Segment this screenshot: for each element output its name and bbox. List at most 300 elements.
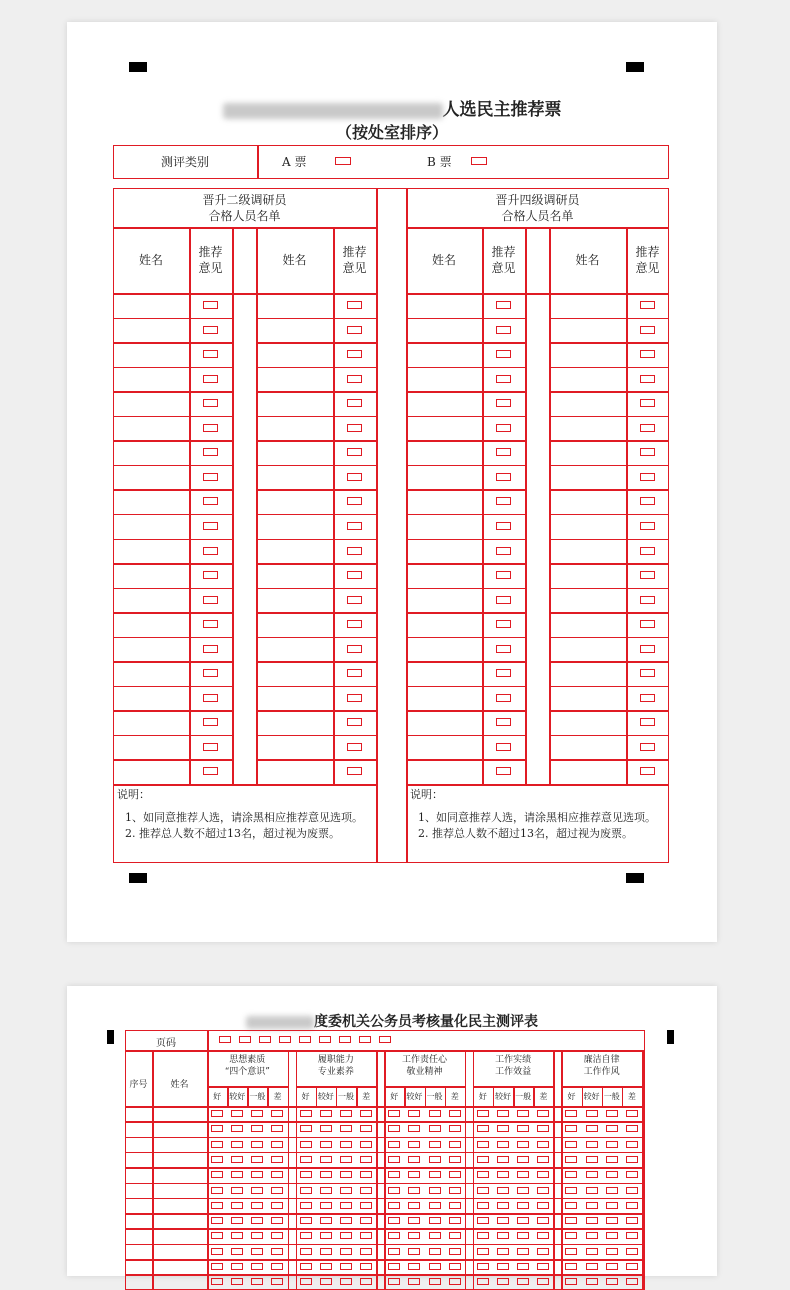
grade-option[interactable] [211,1217,223,1224]
grade-option[interactable] [340,1202,352,1209]
grade-option[interactable] [300,1248,312,1255]
grade-option[interactable] [251,1171,263,1178]
grade-option[interactable] [537,1248,549,1255]
recommend-option[interactable] [640,571,655,579]
recommend-option[interactable] [347,547,362,555]
grade-option[interactable] [211,1248,223,1255]
page-number-option[interactable] [299,1036,311,1043]
grade-option[interactable] [606,1232,618,1239]
grade-option[interactable] [606,1171,618,1178]
recommend-option[interactable] [347,767,362,775]
grade-option[interactable] [429,1248,441,1255]
grade-option[interactable] [537,1187,549,1194]
grade-option[interactable] [300,1171,312,1178]
recommend-option[interactable] [203,669,218,677]
grade-option[interactable] [408,1263,420,1270]
grade-option[interactable] [497,1217,509,1224]
grade-option[interactable] [517,1248,529,1255]
grade-option[interactable] [497,1202,509,1209]
grade-option[interactable] [388,1187,400,1194]
grade-option[interactable] [211,1171,223,1178]
grade-option[interactable] [388,1202,400,1209]
grade-option[interactable] [300,1187,312,1194]
grade-option[interactable] [271,1141,283,1148]
grade-option[interactable] [429,1156,441,1163]
grade-option[interactable] [626,1263,638,1270]
recommend-option[interactable] [640,326,655,334]
grade-option[interactable] [517,1202,529,1209]
recommend-option[interactable] [640,767,655,775]
recommend-option[interactable] [496,497,511,505]
grade-option[interactable] [340,1125,352,1132]
grade-option[interactable] [388,1156,400,1163]
grade-option[interactable] [537,1232,549,1239]
grade-option[interactable] [565,1248,577,1255]
grade-option[interactable] [606,1141,618,1148]
grade-option[interactable] [211,1141,223,1148]
grade-option[interactable] [388,1232,400,1239]
recommend-option[interactable] [640,718,655,726]
grade-option[interactable] [477,1156,489,1163]
grade-option[interactable] [360,1232,372,1239]
grade-option[interactable] [340,1156,352,1163]
grade-option[interactable] [449,1232,461,1239]
grade-option[interactable] [586,1232,598,1239]
recommend-option[interactable] [203,326,218,334]
recommend-option[interactable] [496,448,511,456]
grade-option[interactable] [606,1156,618,1163]
grade-option[interactable] [626,1187,638,1194]
grade-option[interactable] [586,1110,598,1117]
recommend-option[interactable] [347,497,362,505]
grade-option[interactable] [517,1141,529,1148]
grade-option[interactable] [537,1202,549,1209]
grade-option[interactable] [408,1187,420,1194]
grade-option[interactable] [537,1171,549,1178]
grade-option[interactable] [477,1171,489,1178]
grade-option[interactable] [300,1232,312,1239]
page-number-option[interactable] [279,1036,291,1043]
recommend-option[interactable] [496,424,511,432]
grade-option[interactable] [388,1278,400,1285]
grade-option[interactable] [537,1156,549,1163]
grade-option[interactable] [271,1217,283,1224]
grade-option[interactable] [360,1248,372,1255]
grade-option[interactable] [231,1110,243,1117]
recommend-option[interactable] [347,620,362,628]
grade-option[interactable] [408,1232,420,1239]
grade-option[interactable] [565,1125,577,1132]
grade-option[interactable] [251,1217,263,1224]
grade-option[interactable] [449,1202,461,1209]
grade-option[interactable] [449,1187,461,1194]
grade-option[interactable] [231,1156,243,1163]
recommend-option[interactable] [496,669,511,677]
grade-option[interactable] [517,1263,529,1270]
grade-option[interactable] [360,1156,372,1163]
grade-option[interactable] [626,1232,638,1239]
grade-option[interactable] [320,1263,332,1270]
grade-option[interactable] [477,1217,489,1224]
grade-option[interactable] [300,1125,312,1132]
recommend-option[interactable] [347,473,362,481]
grade-option[interactable] [408,1248,420,1255]
grade-option[interactable] [477,1278,489,1285]
recommend-option[interactable] [347,301,362,309]
grade-option[interactable] [388,1125,400,1132]
grade-option[interactable] [271,1125,283,1132]
recommend-option[interactable] [203,522,218,530]
grade-option[interactable] [320,1217,332,1224]
recommend-option[interactable] [347,596,362,604]
grade-option[interactable] [477,1232,489,1239]
recommend-option[interactable] [496,718,511,726]
grade-option[interactable] [340,1248,352,1255]
grade-option[interactable] [408,1171,420,1178]
recommend-option[interactable] [203,547,218,555]
grade-option[interactable] [517,1278,529,1285]
page-number-option[interactable] [239,1036,251,1043]
grade-option[interactable] [477,1263,489,1270]
grade-option[interactable] [340,1278,352,1285]
recommend-option[interactable] [347,448,362,456]
grade-option[interactable] [586,1263,598,1270]
grade-option[interactable] [606,1187,618,1194]
recommend-option[interactable] [640,620,655,628]
grade-option[interactable] [565,1187,577,1194]
grade-option[interactable] [497,1171,509,1178]
grade-option[interactable] [517,1187,529,1194]
recommend-option[interactable] [640,301,655,309]
recommend-option[interactable] [496,620,511,628]
grade-option[interactable] [360,1171,372,1178]
grade-option[interactable] [449,1171,461,1178]
grade-option[interactable] [537,1110,549,1117]
grade-option[interactable] [211,1187,223,1194]
grade-option[interactable] [497,1278,509,1285]
recommend-option[interactable] [640,547,655,555]
grade-option[interactable] [360,1263,372,1270]
recommend-option[interactable] [496,473,511,481]
grade-option[interactable] [586,1248,598,1255]
grade-option[interactable] [251,1202,263,1209]
recommend-option[interactable] [640,596,655,604]
grade-option[interactable] [271,1248,283,1255]
grade-option[interactable] [231,1232,243,1239]
recommend-option[interactable] [496,399,511,407]
grade-option[interactable] [271,1202,283,1209]
grade-option[interactable] [586,1156,598,1163]
grade-option[interactable] [449,1110,461,1117]
recommend-option[interactable] [347,522,362,530]
ticket-b-option[interactable] [471,157,487,165]
grade-option[interactable] [251,1248,263,1255]
grade-option[interactable] [606,1278,618,1285]
grade-option[interactable] [360,1217,372,1224]
grade-option[interactable] [320,1232,332,1239]
grade-option[interactable] [271,1187,283,1194]
grade-option[interactable] [320,1278,332,1285]
grade-option[interactable] [360,1187,372,1194]
grade-option[interactable] [408,1125,420,1132]
recommend-option[interactable] [203,743,218,751]
grade-option[interactable] [231,1248,243,1255]
grade-option[interactable] [300,1110,312,1117]
grade-option[interactable] [211,1232,223,1239]
recommend-option[interactable] [347,326,362,334]
recommend-option[interactable] [496,547,511,555]
grade-option[interactable] [477,1141,489,1148]
recommend-option[interactable] [203,571,218,579]
grade-option[interactable] [251,1263,263,1270]
recommend-option[interactable] [496,375,511,383]
grade-option[interactable] [251,1110,263,1117]
grade-option[interactable] [517,1110,529,1117]
recommend-option[interactable] [347,399,362,407]
grade-option[interactable] [606,1248,618,1255]
grade-option[interactable] [626,1202,638,1209]
grade-option[interactable] [300,1202,312,1209]
page-number-option[interactable] [339,1036,351,1043]
grade-option[interactable] [626,1248,638,1255]
recommend-option[interactable] [496,326,511,334]
recommend-option[interactable] [203,473,218,481]
grade-option[interactable] [517,1232,529,1239]
recommend-option[interactable] [347,694,362,702]
grade-option[interactable] [477,1248,489,1255]
grade-option[interactable] [300,1217,312,1224]
grade-option[interactable] [429,1110,441,1117]
grade-option[interactable] [626,1110,638,1117]
grade-option[interactable] [340,1187,352,1194]
recommend-option[interactable] [496,350,511,358]
grade-option[interactable] [497,1248,509,1255]
grade-option[interactable] [251,1232,263,1239]
grade-option[interactable] [340,1217,352,1224]
grade-option[interactable] [497,1110,509,1117]
grade-option[interactable] [231,1202,243,1209]
recommend-option[interactable] [640,473,655,481]
grade-option[interactable] [320,1125,332,1132]
recommend-option[interactable] [203,424,218,432]
recommend-option[interactable] [496,522,511,530]
recommend-option[interactable] [203,767,218,775]
grade-option[interactable] [586,1171,598,1178]
grade-option[interactable] [271,1232,283,1239]
grade-option[interactable] [340,1141,352,1148]
recommend-option[interactable] [496,743,511,751]
recommend-option[interactable] [640,399,655,407]
grade-option[interactable] [565,1156,577,1163]
grade-option[interactable] [586,1125,598,1132]
grade-option[interactable] [537,1263,549,1270]
grade-option[interactable] [320,1248,332,1255]
grade-option[interactable] [211,1278,223,1285]
grade-option[interactable] [429,1171,441,1178]
page-number-option[interactable] [319,1036,331,1043]
recommend-option[interactable] [203,694,218,702]
recommend-option[interactable] [496,645,511,653]
recommend-option[interactable] [203,718,218,726]
recommend-option[interactable] [347,375,362,383]
grade-option[interactable] [320,1156,332,1163]
recommend-option[interactable] [347,718,362,726]
recommend-option[interactable] [203,620,218,628]
grade-option[interactable] [360,1141,372,1148]
recommend-option[interactable] [347,645,362,653]
recommend-option[interactable] [203,375,218,383]
grade-option[interactable] [211,1263,223,1270]
grade-option[interactable] [408,1278,420,1285]
grade-option[interactable] [449,1141,461,1148]
grade-option[interactable] [449,1278,461,1285]
grade-option[interactable] [388,1248,400,1255]
grade-option[interactable] [340,1171,352,1178]
recommend-option[interactable] [640,497,655,505]
recommend-option[interactable] [640,350,655,358]
recommend-option[interactable] [496,571,511,579]
recommend-option[interactable] [640,375,655,383]
grade-option[interactable] [429,1217,441,1224]
recommend-option[interactable] [640,448,655,456]
grade-option[interactable] [586,1202,598,1209]
grade-option[interactable] [565,1263,577,1270]
grade-option[interactable] [626,1217,638,1224]
grade-option[interactable] [408,1217,420,1224]
grade-option[interactable] [271,1110,283,1117]
recommend-option[interactable] [347,424,362,432]
grade-option[interactable] [626,1156,638,1163]
grade-option[interactable] [408,1202,420,1209]
page-number-option[interactable] [219,1036,231,1043]
recommend-option[interactable] [640,522,655,530]
ticket-a-option[interactable] [335,157,351,165]
grade-option[interactable] [626,1125,638,1132]
grade-option[interactable] [271,1171,283,1178]
grade-option[interactable] [340,1232,352,1239]
grade-option[interactable] [340,1263,352,1270]
grade-option[interactable] [271,1263,283,1270]
recommend-option[interactable] [347,669,362,677]
grade-option[interactable] [517,1171,529,1178]
recommend-option[interactable] [203,350,218,358]
recommend-option[interactable] [640,669,655,677]
grade-option[interactable] [537,1217,549,1224]
grade-option[interactable] [320,1171,332,1178]
grade-option[interactable] [320,1141,332,1148]
recommend-option[interactable] [496,767,511,775]
recommend-option[interactable] [640,694,655,702]
grade-option[interactable] [300,1141,312,1148]
grade-option[interactable] [231,1125,243,1132]
grade-option[interactable] [340,1110,352,1117]
grade-option[interactable] [429,1202,441,1209]
grade-option[interactable] [477,1125,489,1132]
grade-option[interactable] [565,1141,577,1148]
grade-option[interactable] [586,1141,598,1148]
grade-option[interactable] [449,1156,461,1163]
grade-option[interactable] [586,1187,598,1194]
grade-option[interactable] [388,1171,400,1178]
grade-option[interactable] [449,1248,461,1255]
grade-option[interactable] [388,1217,400,1224]
grade-option[interactable] [408,1110,420,1117]
grade-option[interactable] [211,1125,223,1132]
grade-option[interactable] [477,1110,489,1117]
grade-option[interactable] [517,1125,529,1132]
recommend-option[interactable] [640,645,655,653]
grade-option[interactable] [606,1263,618,1270]
grade-option[interactable] [300,1156,312,1163]
page-number-option[interactable] [379,1036,391,1043]
grade-option[interactable] [300,1263,312,1270]
grade-option[interactable] [300,1278,312,1285]
grade-option[interactable] [477,1187,489,1194]
grade-option[interactable] [565,1202,577,1209]
recommend-option[interactable] [640,743,655,751]
grade-option[interactable] [565,1278,577,1285]
recommend-option[interactable] [203,301,218,309]
grade-option[interactable] [477,1202,489,1209]
grade-option[interactable] [429,1278,441,1285]
grade-option[interactable] [497,1141,509,1148]
grade-option[interactable] [497,1156,509,1163]
grade-option[interactable] [497,1232,509,1239]
grade-option[interactable] [497,1125,509,1132]
grade-option[interactable] [586,1278,598,1285]
recommend-option[interactable] [496,694,511,702]
page-number-option[interactable] [359,1036,371,1043]
recommend-option[interactable] [496,301,511,309]
grade-option[interactable] [251,1125,263,1132]
grade-option[interactable] [606,1110,618,1117]
grade-option[interactable] [586,1217,598,1224]
grade-option[interactable] [517,1217,529,1224]
grade-option[interactable] [537,1141,549,1148]
grade-option[interactable] [360,1125,372,1132]
grade-option[interactable] [429,1263,441,1270]
grade-option[interactable] [271,1156,283,1163]
grade-option[interactable] [606,1202,618,1209]
grade-option[interactable] [565,1232,577,1239]
grade-option[interactable] [251,1187,263,1194]
grade-option[interactable] [626,1171,638,1178]
recommend-option[interactable] [203,645,218,653]
grade-option[interactable] [320,1187,332,1194]
recommend-option[interactable] [203,596,218,604]
grade-option[interactable] [429,1232,441,1239]
grade-option[interactable] [429,1187,441,1194]
grade-option[interactable] [231,1278,243,1285]
grade-option[interactable] [231,1171,243,1178]
grade-option[interactable] [517,1156,529,1163]
grade-option[interactable] [408,1141,420,1148]
grade-option[interactable] [360,1278,372,1285]
recommend-option[interactable] [496,596,511,604]
grade-option[interactable] [251,1156,263,1163]
grade-option[interactable] [211,1202,223,1209]
grade-option[interactable] [449,1125,461,1132]
grade-option[interactable] [626,1141,638,1148]
recommend-option[interactable] [347,350,362,358]
grade-option[interactable] [388,1141,400,1148]
page-number-option[interactable] [259,1036,271,1043]
recommend-option[interactable] [347,571,362,579]
grade-option[interactable] [211,1110,223,1117]
grade-option[interactable] [429,1141,441,1148]
grade-option[interactable] [565,1217,577,1224]
grade-option[interactable] [606,1217,618,1224]
